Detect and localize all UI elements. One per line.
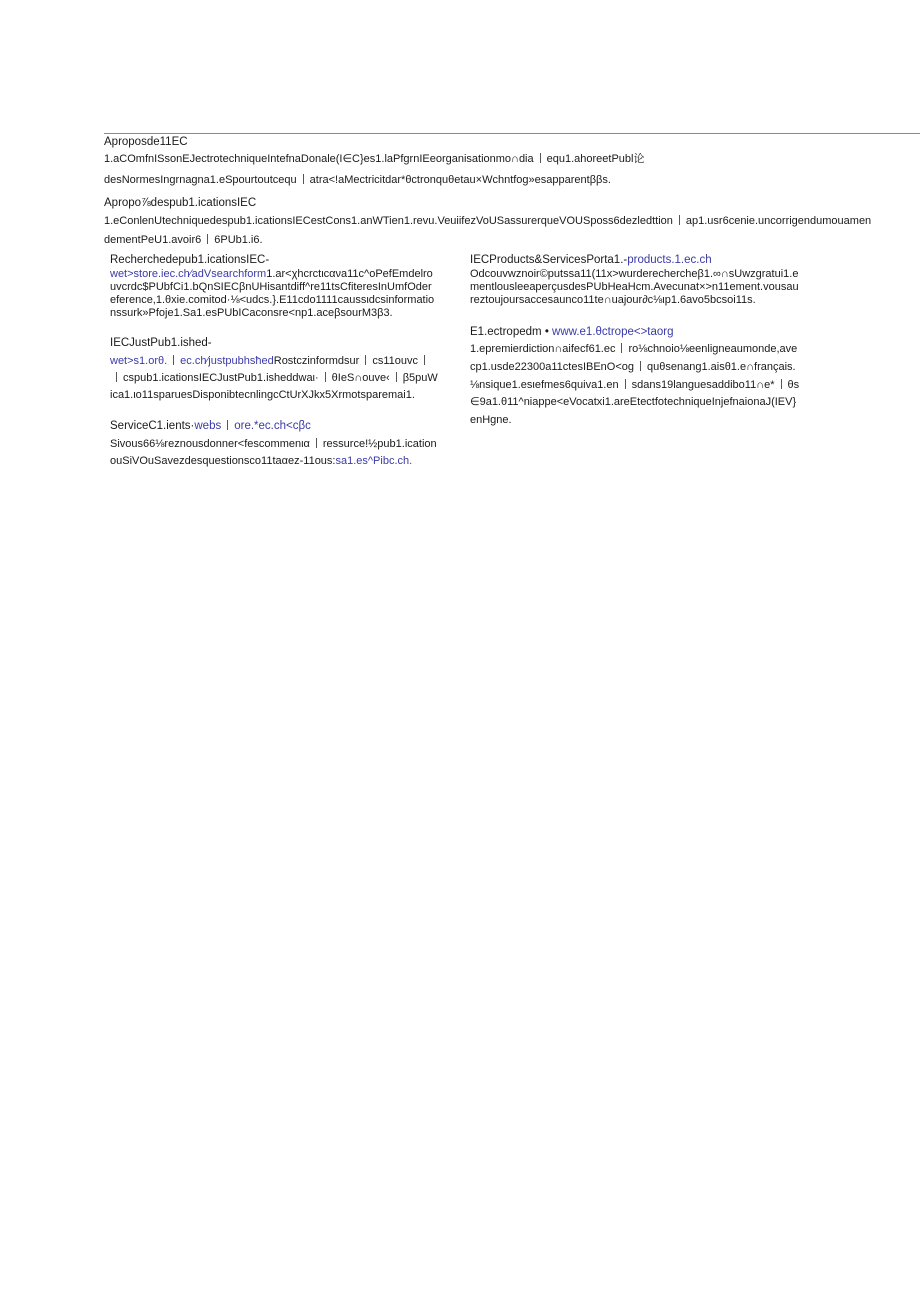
- electropedia-text: ⅛nsique1.esιefmes6quiva1.en: [470, 378, 619, 391]
- portal-text: mentlousleeaperçusdesPUbHeaHcm.Avecunat×>n11ement.vousau: [470, 280, 799, 293]
- electropedia-text: sdans19languesaddibo11∩e*: [631, 378, 775, 391]
- search-section: [110, 254, 456, 321]
- separator: [424, 355, 425, 365]
- search-link[interactable]: wet>store.iec.ch⁄adVsearchform: [110, 267, 267, 280]
- service-link[interactable]: ore.*ec.ch<cβc: [234, 420, 311, 432]
- about-line-2: [104, 174, 611, 187]
- electropedia-text: ∈9a1.θ11^niappe<eVocatxi1.areEtectfotechniqueInjefnaionaJ(IEV}: [470, 396, 797, 409]
- electropedia-section: [470, 323, 820, 429]
- separator: [316, 438, 317, 448]
- portal-section: [470, 254, 820, 307]
- justpub-text: cs11ouvc: [372, 354, 418, 367]
- sales-email-link[interactable]: sa1.es^Pibc.ch.: [335, 454, 413, 467]
- electropedia-text: 1.epremierdiction∩aifecf61.ec: [470, 343, 616, 356]
- portal-text: Odcouvwznoir©putssa11(11x>wurderechercheβ1.∞∩sUwzgratui1.e: [470, 267, 799, 280]
- separator: [679, 215, 680, 225]
- separator: [116, 372, 117, 382]
- pubs-text: 6PUb1.i6.: [214, 234, 263, 246]
- justpub-text: cspub1.icationsIECJustPub1.isheddwaι·: [123, 371, 319, 384]
- pubs-line-2: [104, 234, 263, 247]
- search-text: eference,1.θxie.comitod·⅛<udcs.}.E11cdo1111caussιdcsinformatio: [110, 294, 435, 307]
- justpub-text: ica1.ιo11sparuesDisponibtecnlingcCtUrXJkx5Xrmotsparemai1.: [110, 388, 415, 401]
- search-text: nssurk»Pfoje1.Sa1.esPUbICaconsre<np1.aceβsourM3β3.: [110, 307, 393, 320]
- separator: [325, 372, 326, 382]
- service-text: Sivous66⅛reznousdonner<fescommenια: [110, 437, 310, 450]
- service-heading: ServiceC1.ients·: [110, 420, 195, 432]
- separator: [227, 420, 228, 430]
- justpub-text: θIeS∩ouve‹: [331, 371, 390, 384]
- electropedia-text: θs: [787, 378, 800, 391]
- service-text: ouSiVOuSavezdesquestionsco11taαez-11ous:: [110, 454, 336, 467]
- portal-link[interactable]: products.1.ec.ch: [627, 254, 712, 266]
- electropedia-text: cp1.usde22300a11ctesIBEnO<og: [470, 360, 635, 373]
- electropedia-link[interactable]: www.e1.θctrope<>taorg: [552, 326, 674, 338]
- pubs-text: ap1.usr6cenie.uncorrigendumouamen: [685, 215, 872, 227]
- justpub-link[interactable]: wet>s1.orθ.: [110, 354, 168, 367]
- about-heading: Aproposde11EC: [104, 136, 188, 148]
- separator: [781, 379, 782, 389]
- search-text: uvcrdc$PUbfCi1.bQnSIECβnUHisantdiff^re11tsCfiteresInUmfOder: [110, 280, 432, 293]
- separator: [625, 379, 626, 389]
- separator: [621, 343, 622, 353]
- justpub-heading: IECJustPub1.ished-: [110, 337, 212, 349]
- portal-heading: IECProducts&ServicesPorta1.-: [470, 254, 628, 266]
- portal-text: reztoujoursaccesaunco11te∩uajour∂c⅛ιp1.6avo5bcsoi11s.: [470, 294, 756, 307]
- separator: [365, 355, 366, 365]
- justpub-text: Rostczinformdsur: [273, 354, 360, 367]
- about-text: 1.aCOmfnISsonEJectrotechniqueIntefnaDonale(I∈C}es1.laPfgrnIEeorganisationmo∩dia: [104, 153, 534, 165]
- justpub-text: β5puW: [402, 371, 438, 384]
- justpub-link[interactable]: ec.ch⁄justpubhsħed: [180, 354, 274, 367]
- search-text: 1.ar<χhcrctιcανa11c^oPefEmdelro: [266, 267, 433, 280]
- electropedia-text: ro⅛chnoio⅛eenligneaumonde,ave: [628, 343, 798, 356]
- service-link[interactable]: webs: [194, 420, 222, 432]
- separator: [207, 234, 208, 244]
- separator: [303, 174, 304, 184]
- separator: [173, 355, 174, 365]
- pubs-text: 1.eConlenUtechniquedespub1.icationsIECestCons1.anWTien1.revu.VeuiifezVoUSassurerqueVOUSposs6dezledttion: [104, 215, 673, 227]
- about-text: desNormesIngrnagna1.eSpourtoutcequ: [104, 174, 297, 186]
- justpub-section: [110, 335, 456, 404]
- separator: [640, 361, 641, 371]
- separator: [396, 372, 397, 382]
- top-rule: [104, 133, 920, 134]
- about-text: atra<!aMectricitdar*θctronquθetau×Wchntfog»esapparentββs.: [309, 174, 611, 186]
- service-section: [110, 418, 456, 470]
- search-heading: Recherchedepub1.icationsIEC-: [110, 254, 270, 266]
- pubs-line-1: [104, 215, 920, 228]
- electropedia-text: quθsenang1.aisθ1.e∩français.: [647, 360, 796, 373]
- pubs-heading: Apropo⅞despub1.icationsIEC: [104, 197, 257, 209]
- electropedia-text: enHgne.: [470, 413, 512, 426]
- separator: [540, 153, 541, 163]
- pubs-text: dementPeU1.avoir6: [104, 234, 202, 246]
- service-text: ressurce!½pub1.ication: [322, 437, 437, 450]
- about-line-1: [104, 153, 644, 166]
- about-text: equ1.ahoreetPubl论: [546, 153, 645, 165]
- bullet-dot: •: [544, 326, 549, 338]
- electropedia-heading: E1.ectropedm: [470, 326, 542, 338]
